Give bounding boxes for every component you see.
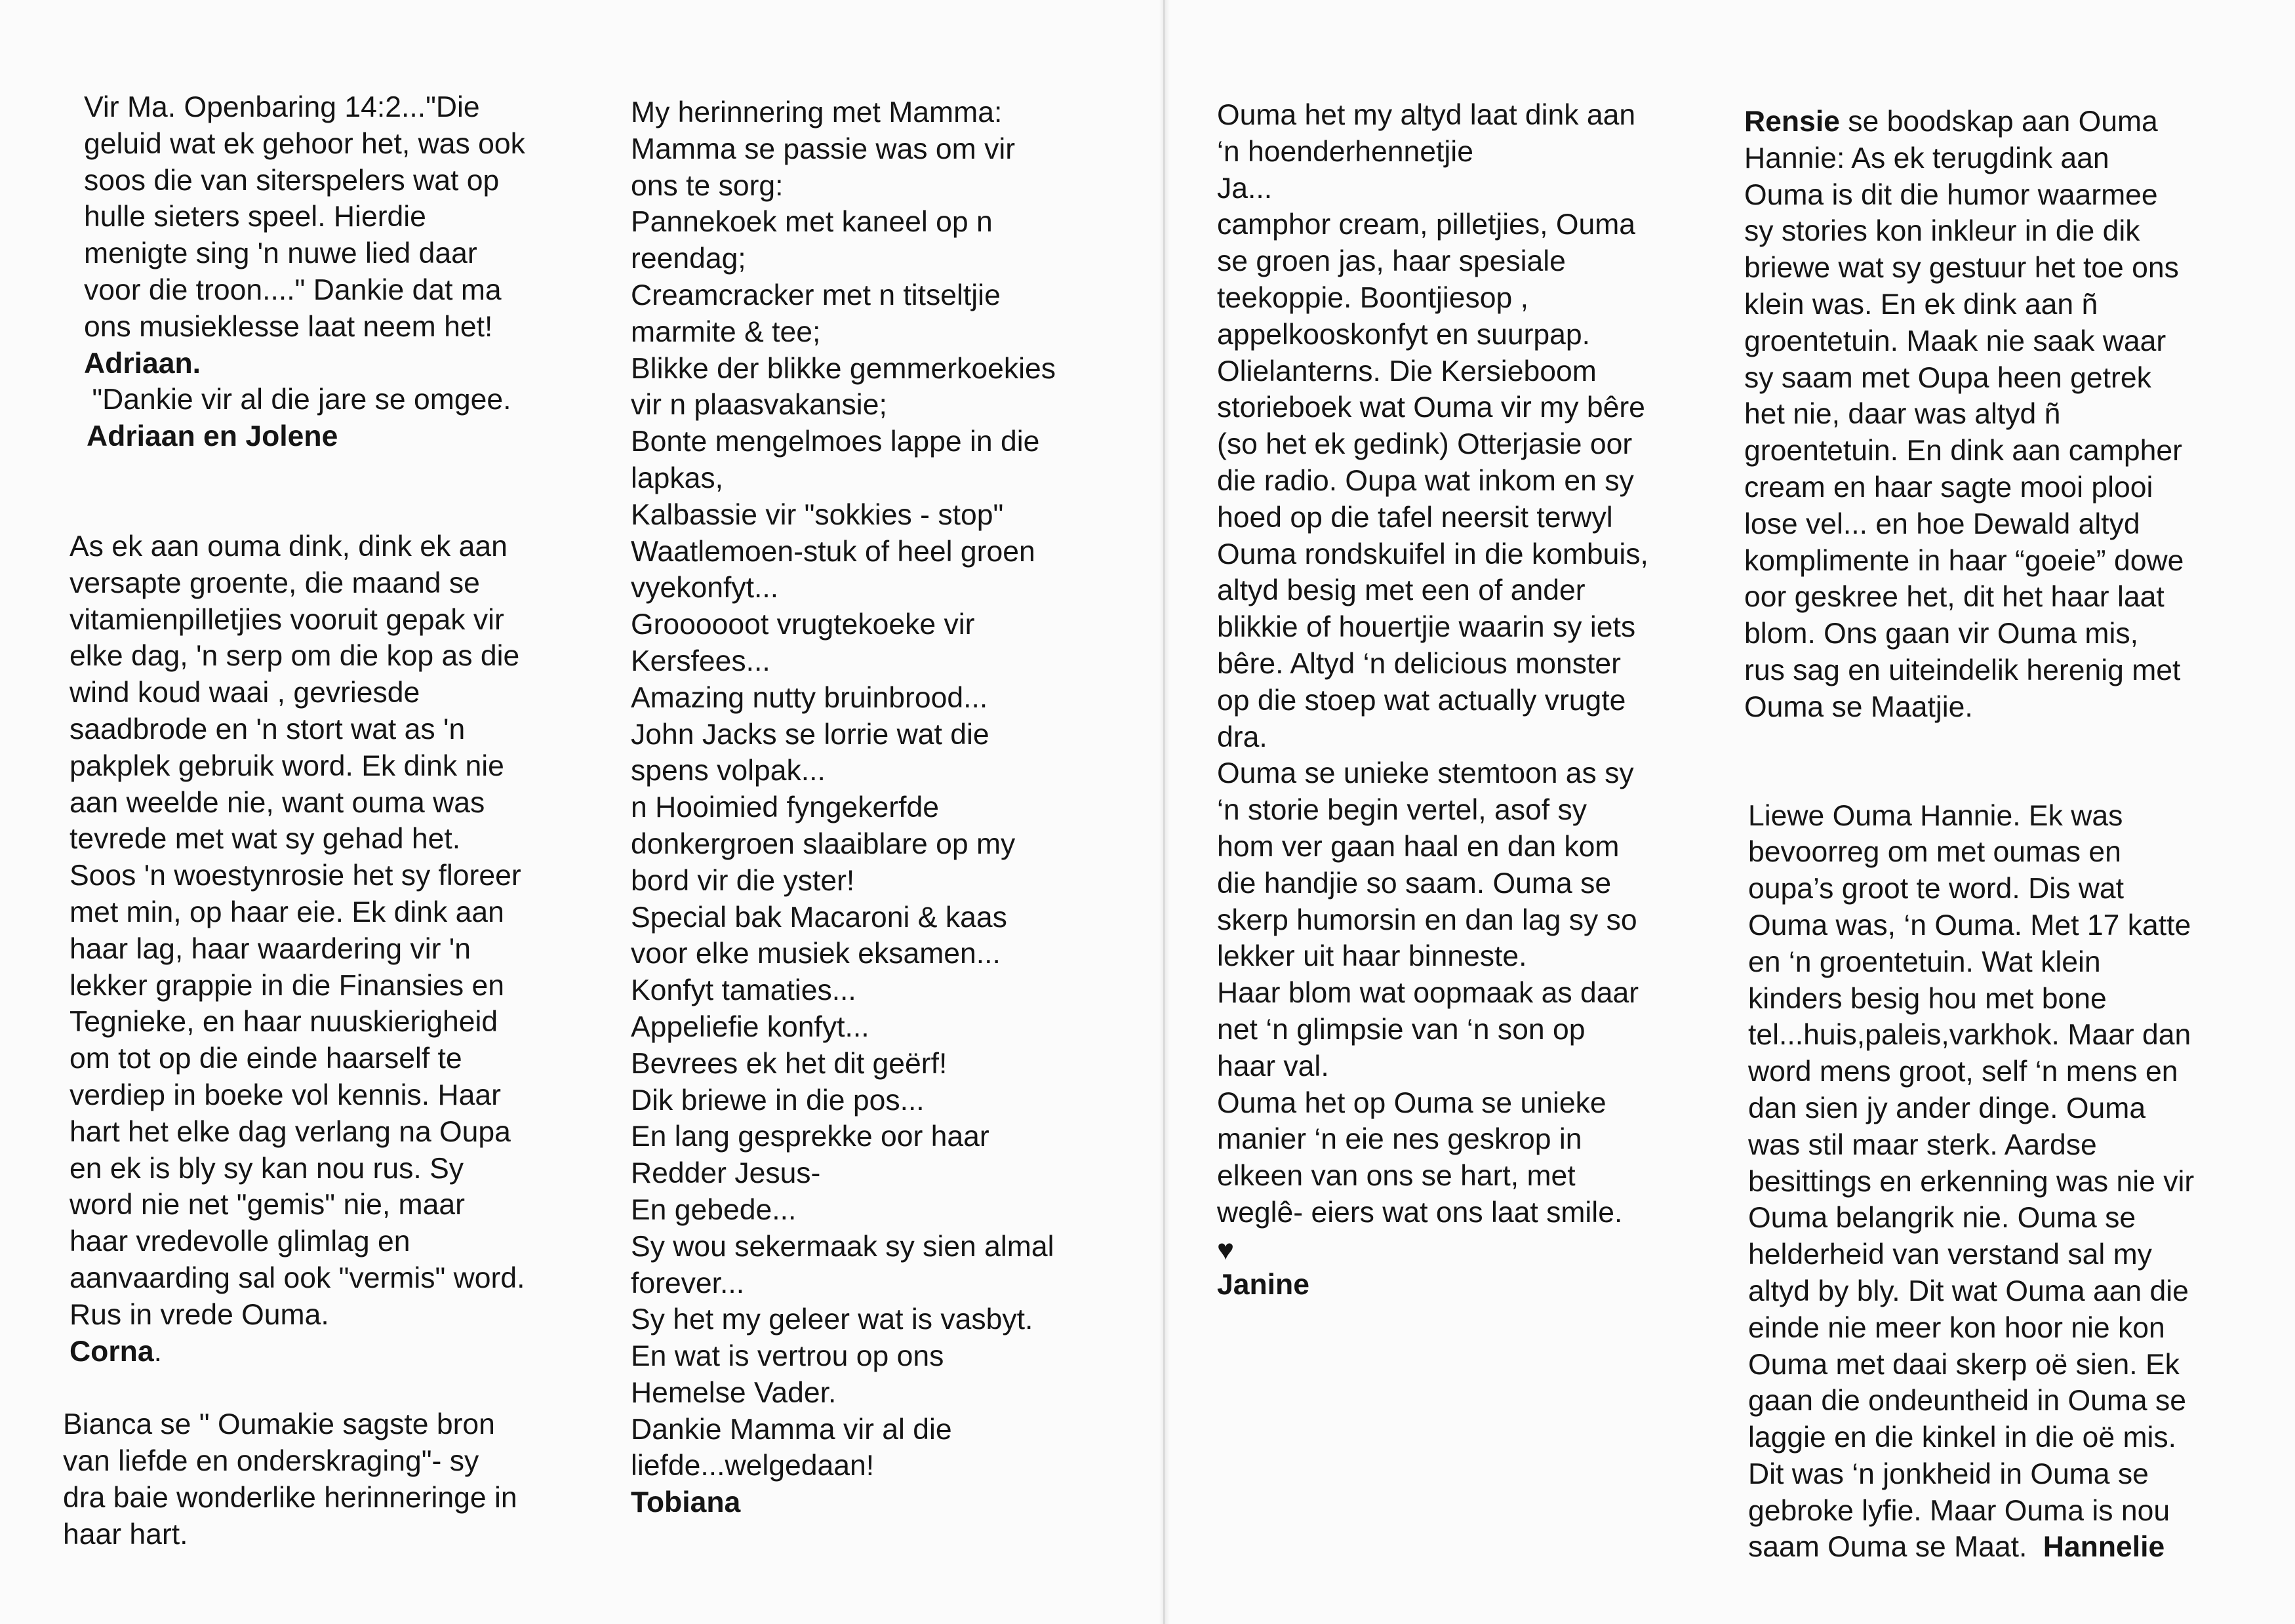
text-line: spens volpak... <box>631 755 826 787</box>
text-line: appelkooskonfyt en suurpap. <box>1217 318 1591 351</box>
signature-tobiana: Tobiana <box>631 1486 741 1519</box>
text-line: Ouma het my altyd laat dink aan <box>1217 99 1636 131</box>
text-line: die radio. Oupa wat inkom en sy <box>1217 464 1634 497</box>
signature-adriaan-jolene: Adriaan en Jolene <box>87 420 338 453</box>
text-line: gebroke lyfie. Maar Ouma is nou <box>1748 1494 2170 1527</box>
text-line: geluid wat ek gehoor het, was ook <box>84 127 525 160</box>
text-line: Amazing nutty bruinbrood... <box>631 681 988 714</box>
text-line: helderheid van verstand sal my <box>1748 1238 2152 1271</box>
text-line: Ouma belangrik nie. Ouma se <box>1748 1202 2136 1235</box>
text-line: manier ‘n eie nes geskrop in <box>1217 1123 1582 1156</box>
text-line: bêre. Altyd ‘n delicious monster <box>1217 647 1621 680</box>
text-line: vitamienpilletjies vooruit gepak vir <box>70 603 504 636</box>
text-line: En lang gesprekke oor haar <box>631 1120 989 1153</box>
column-4 <box>1744 104 2194 1566</box>
text-line: "Dankie vir al die jare se omgee. <box>84 384 511 416</box>
text-line: van liefde en onderskraging"- sy <box>63 1445 479 1478</box>
text-line: donkergroen slaaiblare op my <box>631 827 1016 860</box>
signature-corna-line <box>70 1334 525 1370</box>
text-line: om tot op die einde haarself te <box>70 1042 462 1075</box>
text-line: haar val. <box>1217 1050 1329 1082</box>
text-line: blikkie of houertjie waarin sy iets <box>1217 611 1636 644</box>
text-line: marmite & tee; <box>631 315 821 348</box>
text-line: storieboek wat Ouma vir my bêre <box>1217 391 1645 424</box>
text-line: vir n plaasvakansie; <box>631 389 887 422</box>
text-line: hulle sieters speel. Hierdie <box>84 201 426 233</box>
text-line: rus sag en uiteindelik herenig met <box>1744 654 2181 686</box>
spacer <box>1744 726 2194 798</box>
text-line: weglê- eiers wat ons laat smile. <box>1217 1196 1623 1229</box>
text-line: groentetuin. Maak nie saak waar <box>1744 325 2166 357</box>
text-line: camphor cream, pilletjies, Ouma <box>1217 208 1636 241</box>
text-line: Soos 'n woestynrosie het sy floreer <box>70 860 521 892</box>
text-line: het nie, daar was altyd ñ <box>1744 398 2061 431</box>
column-2 <box>631 94 1056 1521</box>
text-line: word nie net "gemis" nie, maar <box>70 1189 465 1221</box>
text-line: dan sien jy ander dinge. Ouma <box>1748 1092 2146 1124</box>
text-line: soos die van siterspelers wat op <box>84 164 500 197</box>
text-line: oor geskree het, dit het haar laat <box>1744 581 2165 614</box>
text-line: kinders besig hou met bone <box>1748 982 2107 1015</box>
text-line: was stil maar sterk. Aardse <box>1748 1128 2097 1161</box>
text-line: lose vel... en hoe Dewald altyd <box>1744 507 2140 540</box>
text-line: met min, op haar eie. Ek dink aan <box>70 896 504 928</box>
text-run: se boodskap aan Ouma <box>1839 106 2158 138</box>
signature-janine: Janine <box>1217 1268 1309 1301</box>
text-line: laggie en die kinkel in die oë mis. <box>1748 1421 2177 1454</box>
text-line: wind koud waai , gevriesde <box>70 677 420 709</box>
text-line: haar hart. <box>63 1518 188 1551</box>
text-line: My herinnering met Mamma: <box>631 96 1003 129</box>
text-line <box>1748 1529 2194 1566</box>
text-line: hart het elke dag verlang na Oupa <box>70 1115 511 1148</box>
tribute-adriaan <box>84 89 525 455</box>
text-line: briewe wat sy gestuur het toe ons <box>1744 252 2179 285</box>
text-line: oupa’s groot te word. Dis wat <box>1748 873 2125 905</box>
text-line: Creamcracker met n titseltjie <box>631 279 1001 311</box>
text-line: voor elke musiek eksamen... <box>631 938 1001 970</box>
text-line: menigte sing 'n nuwe lied daar <box>84 237 477 270</box>
tribute-corna <box>70 528 525 1370</box>
text-line: Vir Ma. Openbaring 14:2..."Die <box>84 91 480 123</box>
text-line: blom. Ons gaan vir Ouma mis, <box>1744 618 2138 650</box>
text-line: lekker uit haar binneste. <box>1217 940 1527 973</box>
text-line: ons te sorg: <box>631 169 784 202</box>
text-line: einde nie meer kon hoor nie kon <box>1748 1311 2165 1344</box>
text-line: Hemelse Vader. <box>631 1376 837 1409</box>
text-line: En wat is vertrou op ons <box>631 1340 944 1373</box>
text-line: en ek is bly sy kan nou rus. Sy <box>70 1152 464 1185</box>
text-line: lapkas, <box>631 462 723 494</box>
text-line: Ouma het op Ouma se unieke <box>1217 1086 1606 1119</box>
text-line <box>1744 104 2194 140</box>
column-3 <box>1217 97 1648 1303</box>
text-line: se groen jas, haar spesiale <box>1217 245 1566 278</box>
text-line: skerp humorsin en dan lag sy so <box>1217 903 1637 936</box>
text-line: aan weelde nie, want ouma was <box>70 786 485 819</box>
text-line: sy saam met Oupa heen getrek <box>1744 361 2151 394</box>
text-line: Dik briewe in die pos... <box>631 1084 925 1117</box>
text-line: groentetuin. En dink aan campher <box>1744 435 2182 467</box>
text-line: As ek aan ouma dink, dink ek aan <box>70 530 508 563</box>
tribute-janine <box>1217 97 1648 1303</box>
text-line: tevrede met wat sy gehad het. <box>70 823 461 856</box>
signature-hannelie: Hannelie <box>2043 1531 2165 1564</box>
text-line: Liewe Ouma Hannie. Ek was <box>1748 799 2123 832</box>
text-line: sy stories kon inkleur in die dik <box>1744 215 2140 248</box>
text-line: aanvaarding sal ook "vermis" word. <box>70 1261 525 1294</box>
text-line: Dit was ‘n jonkheid in Ouma se <box>1748 1457 2149 1490</box>
spacer <box>84 455 525 528</box>
text-line: ‘n storie begin vertel, asof sy <box>1217 794 1587 827</box>
text-line: liefde...welgedaan! <box>631 1450 875 1482</box>
text-line: Ouma rondskuifel in die kombuis, <box>1217 538 1648 570</box>
tribute-hannelie <box>1748 798 2194 1566</box>
text-line: voor die troon...." Dankie dat ma <box>84 273 502 306</box>
text-line: verdiep in boeke vol kennis. Haar <box>70 1079 501 1111</box>
text-line: tel...huis,paleis,varkhok. Maar dan <box>1748 1019 2191 1052</box>
text-line: hoed op die tafel neersit terwyl <box>1217 501 1613 534</box>
text-line: pakplek gebruik word. Ek dink nie <box>70 749 504 782</box>
text-line: lekker grappie in die Finansies en <box>70 969 504 1002</box>
text-line: reendag; <box>631 243 746 275</box>
page-fold <box>1159 0 1170 1624</box>
text-line: Ouma se Maatjie. <box>1744 690 1973 723</box>
text-line: John Jacks se lorrie wat die <box>631 718 989 751</box>
signature-rensie: Rensie <box>1744 106 1840 138</box>
text-line: net ‘n glimpsie van ‘n son op <box>1217 1013 1586 1046</box>
text-line: Groooooot vrugtekoeke vir <box>631 608 975 641</box>
text-line: Ja... <box>1217 172 1273 205</box>
text-line: Special bak Macaroni & kaas <box>631 901 1007 934</box>
text-line: op die stoep wat actually vrugte <box>1217 684 1626 717</box>
tribute-rensie <box>1744 104 2194 726</box>
text-line: n Hooimied fyngekerfde <box>631 791 939 824</box>
text-line: altyd besig met een of ander <box>1217 574 1586 607</box>
text-line: Sy het my geleer wat is vasbyt. <box>631 1303 1033 1336</box>
text-line: (so het ek gedink) Otterjasie oor <box>1217 428 1633 461</box>
text-line: vyekonfyt... <box>631 572 779 604</box>
text-line: Tegnieke, en haar nuuskierigheid <box>70 1006 498 1039</box>
text-line: Mamma se passie was om vir <box>631 132 1016 165</box>
text-line: word mens groot, self ‘n mens en <box>1748 1056 2178 1088</box>
text-line: Ouma was, ‘n Ouma. Met 17 katte <box>1748 909 2191 941</box>
text-line: cream en haar sagte mooi plooi <box>1744 471 2153 504</box>
tribute-tobiana <box>631 94 1056 1521</box>
text-line: versapte groente, die maand se <box>70 566 480 599</box>
text-line: elkeen van ons se hart, met <box>1217 1160 1576 1193</box>
text-line: ons musieklesse laat neem het! <box>84 310 493 343</box>
text-line: Ouma met daai skerp oë sien. Ek <box>1748 1348 2180 1381</box>
text-line: altyd by bly. Dit wat Ouma aan die <box>1748 1275 2189 1307</box>
text-line: dra. <box>1217 721 1267 753</box>
text-line: Dankie Mamma vir al die <box>631 1413 952 1446</box>
text-line: klein was. En ek dink aan ñ <box>1744 288 2098 321</box>
text-line: die handjie so saam. Ouma se <box>1217 867 1612 900</box>
spacer <box>84 1370 525 1406</box>
text-line: Waatlemoen-stuk of heel groen <box>631 535 1035 568</box>
text-line: Haar blom wat oopmaak as daar <box>1217 977 1639 1010</box>
text-line: Olielanterns. Die Kersieboom <box>1217 355 1597 387</box>
signature-period: . <box>153 1335 162 1368</box>
text-line: ‘n hoenderhennetjie <box>1217 135 1473 168</box>
text-line: Appeliefie konfyt... <box>631 1010 869 1043</box>
text-line: haar lag, haar waardering vir 'n <box>70 932 471 965</box>
signature-corna: Corna <box>70 1335 154 1368</box>
text-line: Hannie: As ek terugdink aan <box>1744 142 2109 174</box>
text-line: Bevrees ek het dit geërf! <box>631 1047 948 1080</box>
text-line: Blikke der blikke gemmerkoekies <box>631 352 1056 385</box>
text-line: Pannekoek met kaneel op n <box>631 206 993 239</box>
text-line: Konfyt tamaties... <box>631 974 856 1007</box>
text-line: en ‘n groentetuin. Wat klein <box>1748 945 2101 978</box>
tribute-bianca <box>63 1406 525 1553</box>
text-line: Ouma se unieke stemtoon as sy <box>1217 757 1634 790</box>
text-line: Bianca se " Oumakie sagste bron <box>63 1408 495 1441</box>
text-line: gaan die ondeuntheid in Ouma se <box>1748 1385 2186 1417</box>
text-line: dra baie wonderlike herinneringe in <box>63 1481 517 1514</box>
text-line: komplimente in haar “goeie” dowe <box>1744 544 2184 577</box>
text-line: Bonte mengelmoes lappe in die <box>631 426 1040 458</box>
text-line: elke dag, 'n serp om die kop as die <box>70 640 520 673</box>
text-line: Rus in vrede Ouma. <box>70 1298 329 1331</box>
text-line: Sy wou sekermaak sy sien almal <box>631 1230 1054 1263</box>
text-line: teekoppie. Boontjiesop , <box>1217 281 1529 314</box>
text-line: Kalbassie vir "sokkies - stop" <box>631 498 1004 531</box>
text-line: En gebede... <box>631 1193 797 1226</box>
text-line: bord vir die yster! <box>631 864 855 897</box>
text-run: saam Ouma se Maat. <box>1748 1531 2035 1564</box>
text-line: forever... <box>631 1267 745 1299</box>
text-line: Kersfees... <box>631 644 770 677</box>
signature-adriaan: Adriaan. <box>84 347 201 380</box>
text-line: Ouma is dit die humor waarmee <box>1744 178 2158 211</box>
text-line: hom ver gaan haal en dan kom <box>1217 830 1620 863</box>
text-line: besittings en erkenning was nie vir <box>1748 1165 2195 1198</box>
text-line: haar vredevolle glimlag en <box>70 1225 410 1258</box>
text-line: bevoorreg om met oumas en <box>1748 836 2121 869</box>
heart-icon: ♥ <box>1217 1233 1235 1266</box>
text-line: Redder Jesus- <box>631 1157 821 1190</box>
column-1 <box>63 89 525 1553</box>
text-line: saadbrode en 'n stort wat as 'n <box>70 713 466 745</box>
